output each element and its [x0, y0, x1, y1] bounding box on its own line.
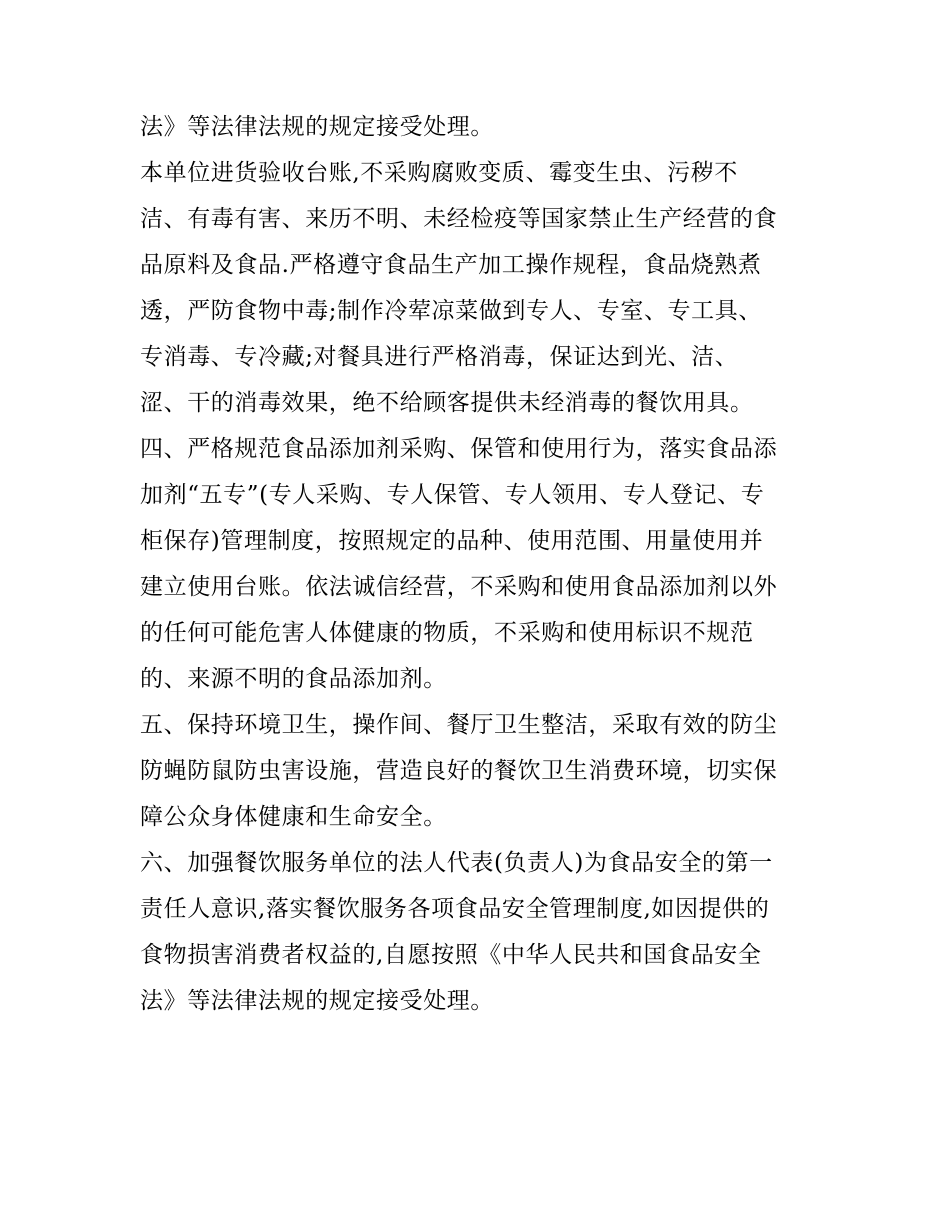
text-line: 责任人意识,落实餐饮服务各项食品安全管理制度,如因提供的	[140, 896, 770, 922]
text-line: 五、保持环境卫生，操作间、餐厅卫生整洁，采取有效的防尘	[140, 712, 778, 738]
text-line: 品原料及食品.严格遵守食品生产加工操作规程，食品烧熟煮	[140, 252, 762, 278]
text-line: 障公众身体健康和生命安全。	[140, 804, 447, 830]
text-line: 的、来源不明的食品添加剂。	[140, 666, 447, 692]
text-line: 六、加强餐饮服务单位的法人代表(负责人)为食品安全的第一	[140, 850, 773, 876]
text-line: 防蝇防鼠防虫害设施，营造良好的餐饮卫生消费环境，切实保	[140, 758, 778, 784]
text-line: 的任何可能危害人体健康的物质，不采购和使用标识不规范	[140, 620, 754, 646]
text-line: 透，严防食物中毒;制作冷荤凉菜做到专人、专室、专工具、	[140, 298, 762, 324]
text-line: 专消毒、专冷藏;对餐具进行严格消毒，保证达到光、洁、	[140, 344, 739, 370]
text-line: 加剂“五专”(专人采购、专人保管、专人领用、专人登记、专	[140, 482, 765, 508]
text-line: 洁、有毒有害、来历不明、未经检疫等国家禁止生产经营的食	[140, 206, 778, 232]
text-line: 四、严格规范食品添加剂采购、保管和使用行为，落实食品添	[140, 436, 778, 462]
text-line: 涩、干的消毒效果，绝不给顾客提供未经消毒的餐饮用具。	[140, 390, 754, 416]
text-line: 法》等法律法规的规定接受处理。	[140, 988, 494, 1014]
text-line: 法》等法律法规的规定接受处理。	[140, 114, 494, 140]
text-line: 食物损害消费者权益的,自愿按照《中华人民共和国食品安全	[140, 942, 762, 968]
body-text	[140, 104, 820, 1024]
text-line: 本单位进货验收台账,不采购腐败变质、霉变生虫、污秽不	[140, 160, 738, 186]
text-line: 建立使用台账。依法诚信经营，不采购和使用食品添加剂以外	[140, 574, 778, 600]
text-line: 柜保存)管理制度，按照规定的品种、使用范围、用量使用并	[140, 528, 764, 554]
